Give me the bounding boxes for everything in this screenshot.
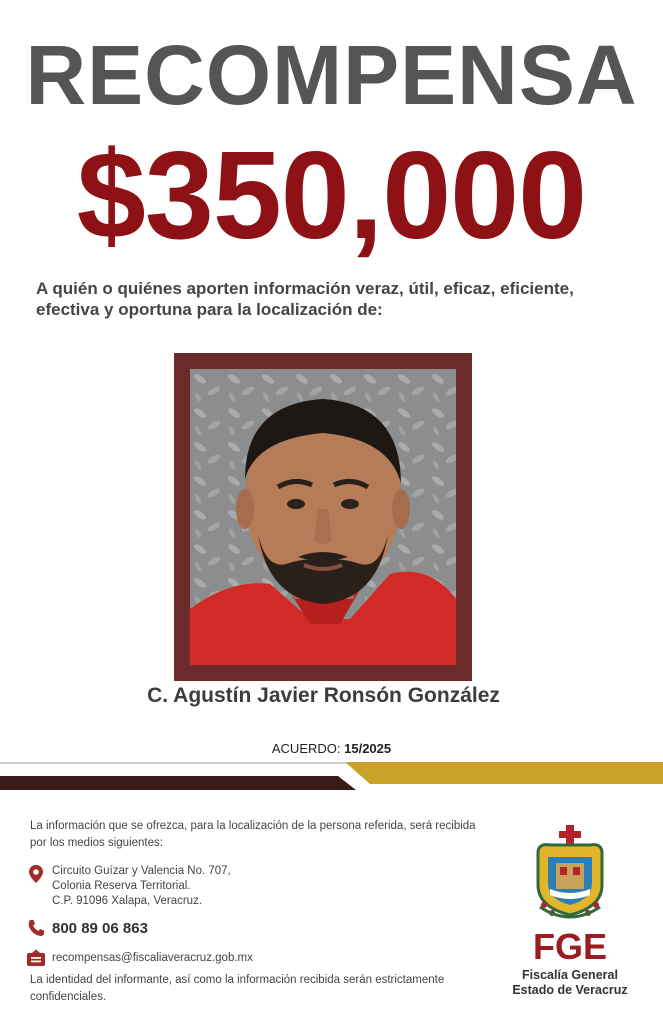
mail-icon <box>26 948 46 968</box>
agreement-number: 15/2025 <box>344 741 392 756</box>
confidentiality-note: La identidad del informante, así como la información recibida serán estrictamente confidenciales. <box>30 974 445 1003</box>
address-line-1: Circuito Guízar y Valencia No. 707, <box>52 865 231 877</box>
person-photo-illustration <box>190 369 456 665</box>
agency-name <box>496 968 644 998</box>
phone-number[interactable]: 800 89 06 863 <box>52 919 148 937</box>
person-name: C. Agustín Javier Ronsón González <box>147 684 500 707</box>
agreement-label: ACUERDO: <box>271 741 341 756</box>
reward-amount: $350,000 <box>76 127 587 265</box>
coat-of-arms-icon <box>528 823 612 923</box>
agreement-line <box>0 741 663 756</box>
poster-title: RECOMPENSA <box>25 28 638 122</box>
person-photo <box>190 369 456 665</box>
address-line-3: C.P. 91096 Xalapa, Veracruz. <box>52 895 203 907</box>
agency-logo <box>500 823 640 923</box>
address-row <box>26 864 231 909</box>
info-text: La información que se ofrezca, para la localización de la persona referida, será recibida por los medios siguientes: <box>30 820 476 849</box>
address-block <box>52 864 231 909</box>
phone-icon <box>26 918 46 938</box>
photo-frame <box>174 353 472 681</box>
intro-text: A quién o quiénes aporten información veraz, útil, eficaz, eficiente, efectiva y oportuna para la localización de: <box>36 279 574 319</box>
email-address[interactable]: recompensas@fiscaliaveracruz.gob.mx <box>52 951 253 964</box>
phone-row <box>26 918 148 938</box>
email-row <box>26 948 253 968</box>
agency-name-line-1: Fiscalía General <box>522 968 618 982</box>
address-line-2: Colonia Reserva Territorial. <box>52 880 191 892</box>
decorative-band <box>0 760 663 794</box>
agency-name-line-2: Estado de Veracruz <box>512 983 628 997</box>
map-pin-icon <box>26 864 46 884</box>
agency-acronym: FGE <box>532 926 607 967</box>
